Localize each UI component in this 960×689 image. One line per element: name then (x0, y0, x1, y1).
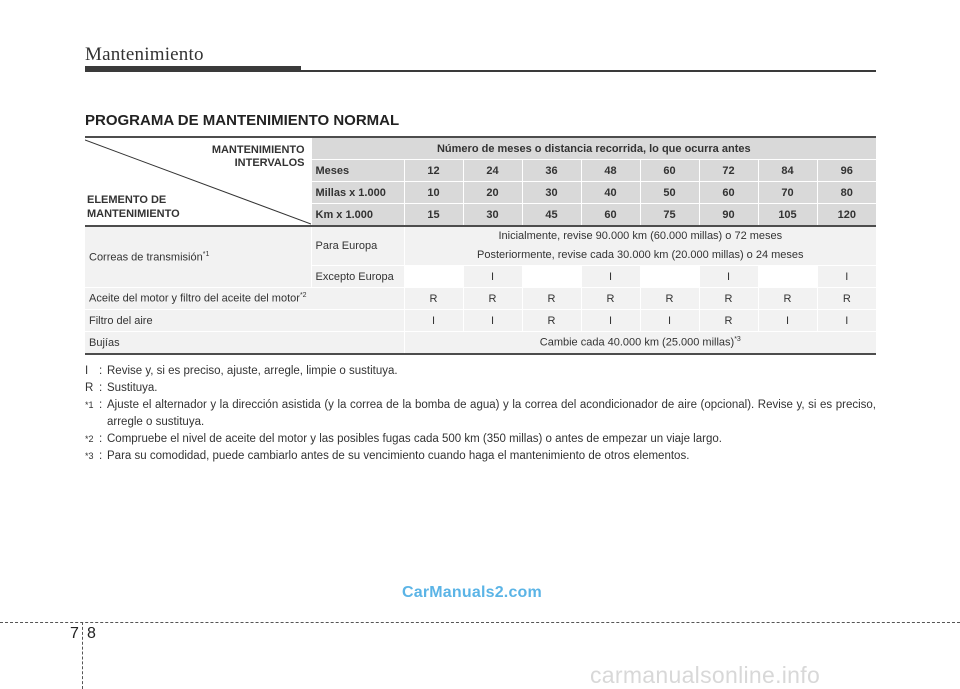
table-cell: I (817, 310, 876, 332)
table-cell: R (463, 288, 522, 310)
item-belts: Correas de transmisión$^{*1}$ (85, 226, 311, 288)
interval-value: 30 (463, 204, 522, 227)
page-header-title: Mantenimiento (85, 44, 204, 65)
interval-label: Meses (311, 160, 404, 182)
legend-row: *3 : Para su comodidad, puede cambiarlo antes de su vencimiento cuando haga el mantenimiento de otros elementos. (85, 448, 876, 465)
chapter-number: 7 (70, 625, 79, 642)
interval-value: 70 (758, 182, 817, 204)
table-corner-header (85, 137, 311, 226)
site-watermark: carmanualsonline.info (590, 662, 821, 688)
table-cell: R (640, 288, 699, 310)
interval-value: 120 (817, 204, 876, 227)
interval-value: 36 (522, 160, 581, 182)
table-cell: I (463, 266, 522, 288)
table-cell (522, 266, 581, 288)
interval-value: 50 (640, 182, 699, 204)
legend-key: *3 (85, 451, 94, 461)
legend-key: R (85, 382, 94, 394)
page-number: 8 (87, 625, 96, 642)
legend-text: Sustituya. (107, 382, 158, 394)
table-row-air-filter (85, 310, 876, 332)
interval-value: 60 (640, 160, 699, 182)
table-cell: I (817, 266, 876, 288)
header-rule-thick (85, 66, 301, 72)
interval-value: 60 (581, 204, 640, 227)
legend-text: Revise y, si es preciso, ajuste, arregle, limpie o sustituya. (107, 365, 398, 377)
table-cell: R (522, 310, 581, 332)
interval-value: 24 (463, 160, 522, 182)
legend-text: Compruebe el nivel de aceite del motor y las posibles fugas cada 500 km (350 millas) o antes de empezar un viaje largo. (107, 433, 722, 445)
corner-element-label: ELEMENTO DE MANTENIMIENTO (87, 194, 180, 220)
table-cell: R (758, 288, 817, 310)
legend-row: I : Revise y, si es preciso, ajuste, arregle, limpie o sustituya. (85, 363, 876, 380)
legend-text: Ajuste el alternador y la dirección asistida (y la correa de la bomba de agua) y la correa del acondicionador de aire (opcional). Revise y, si es preciso, arregle o sustituya. (107, 399, 876, 428)
table-cell: I (581, 266, 640, 288)
table-cell: R (581, 288, 640, 310)
legend-text: Para su comodidad, puede cambiarlo antes de su vencimiento cuando haga el mantenimiento de otros elementos. (107, 450, 690, 462)
watermark-carmanuals: CarManuals2.com (402, 584, 542, 601)
sub-item-europe: Para Europa (311, 226, 404, 266)
interval-value: 40 (581, 182, 640, 204)
interval-value: 72 (699, 160, 758, 182)
interval-value: 75 (640, 204, 699, 227)
table-cell (758, 266, 817, 288)
interval-value: 12 (404, 160, 463, 182)
interval-value: 10 (404, 182, 463, 204)
table-row-belts-europe (85, 226, 876, 266)
table-cell: R (817, 288, 876, 310)
table-cell: R (699, 288, 758, 310)
interval-value: 15 (404, 204, 463, 227)
table-cell: I (463, 310, 522, 332)
corner-intervals-label: MANTENIMIENTO INTERVALOS (211, 144, 305, 169)
item-air-filter: Filtro del aire (85, 310, 404, 332)
table-cell: I (581, 310, 640, 332)
legend-key: I (85, 365, 89, 377)
footer-divider (82, 622, 83, 689)
interval-value: 48 (581, 160, 640, 182)
footnote-mark: *3 (734, 336, 741, 344)
interval-value: 60 (699, 182, 758, 204)
table-cell: I (404, 310, 463, 332)
table-cell: I (699, 266, 758, 288)
interval-value: 96 (817, 160, 876, 182)
interval-value: 45 (522, 204, 581, 227)
table-row-oil (85, 288, 876, 310)
table-cell (404, 266, 463, 288)
interval-value: 80 (817, 182, 876, 204)
item-spark-plugs: Bujías (85, 332, 404, 355)
table-cell: I (758, 310, 817, 332)
maintenance-table (85, 136, 876, 355)
section-title: PROGRAMA DE MANTENIMIENTO NORMAL (85, 112, 400, 129)
table-row-spark-plugs (85, 332, 876, 355)
interval-label: Km x 1.000 (311, 204, 404, 227)
interval-value: 30 (522, 182, 581, 204)
footnote-mark: *1 (202, 250, 210, 258)
header-rule-thin (301, 70, 876, 72)
belts-europe-note: Inicialmente, revise 90.000 km (60.000 millas) o 72 meses Posteriormente, revise cada 30.000 km (20.000 millas) o 24 meses (404, 226, 876, 266)
interval-label: Millas x 1.000 (311, 182, 404, 204)
interval-value: 84 (758, 160, 817, 182)
footer-rule (0, 622, 960, 623)
footnote-mark: *2 (299, 292, 307, 300)
interval-top-header: Número de meses o distancia recorrida, lo que ocurra antes (311, 137, 876, 160)
table-cell: R (699, 310, 758, 332)
table-cell (640, 266, 699, 288)
interval-value: 105 (758, 204, 817, 227)
interval-value: 90 (699, 204, 758, 227)
table-cell: R (404, 288, 463, 310)
interval-value: 20 (463, 182, 522, 204)
sub-item-except-europe: Excepto Europa (311, 266, 404, 288)
table-cell: I (640, 310, 699, 332)
legend-row: *2 : Compruebe el nivel de aceite del motor y las posibles fugas cada 500 km (350 millas) o antes de empezar un viaje largo. (85, 431, 876, 448)
legend-key: *1 (85, 400, 94, 410)
item-oil: Aceite del motor y filtro del aceite del motor$^{*2}$ (85, 288, 404, 310)
spark-plugs-note: Cambie cada 40.000 km (25.000 millas)$^{*3}$ (404, 332, 876, 355)
legend-key: *2 (85, 434, 94, 444)
legend-row: *1 : Ajuste el alternador y la dirección asistida (y la correa de la bomba de agua) y la correa del acondicionador de aire (opcional). Revise y, si es preciso, arregle o sustituya. (85, 397, 876, 431)
legend-row: R : Sustituya. (85, 380, 876, 397)
legend-notes (85, 363, 876, 465)
table-cell: R (522, 288, 581, 310)
